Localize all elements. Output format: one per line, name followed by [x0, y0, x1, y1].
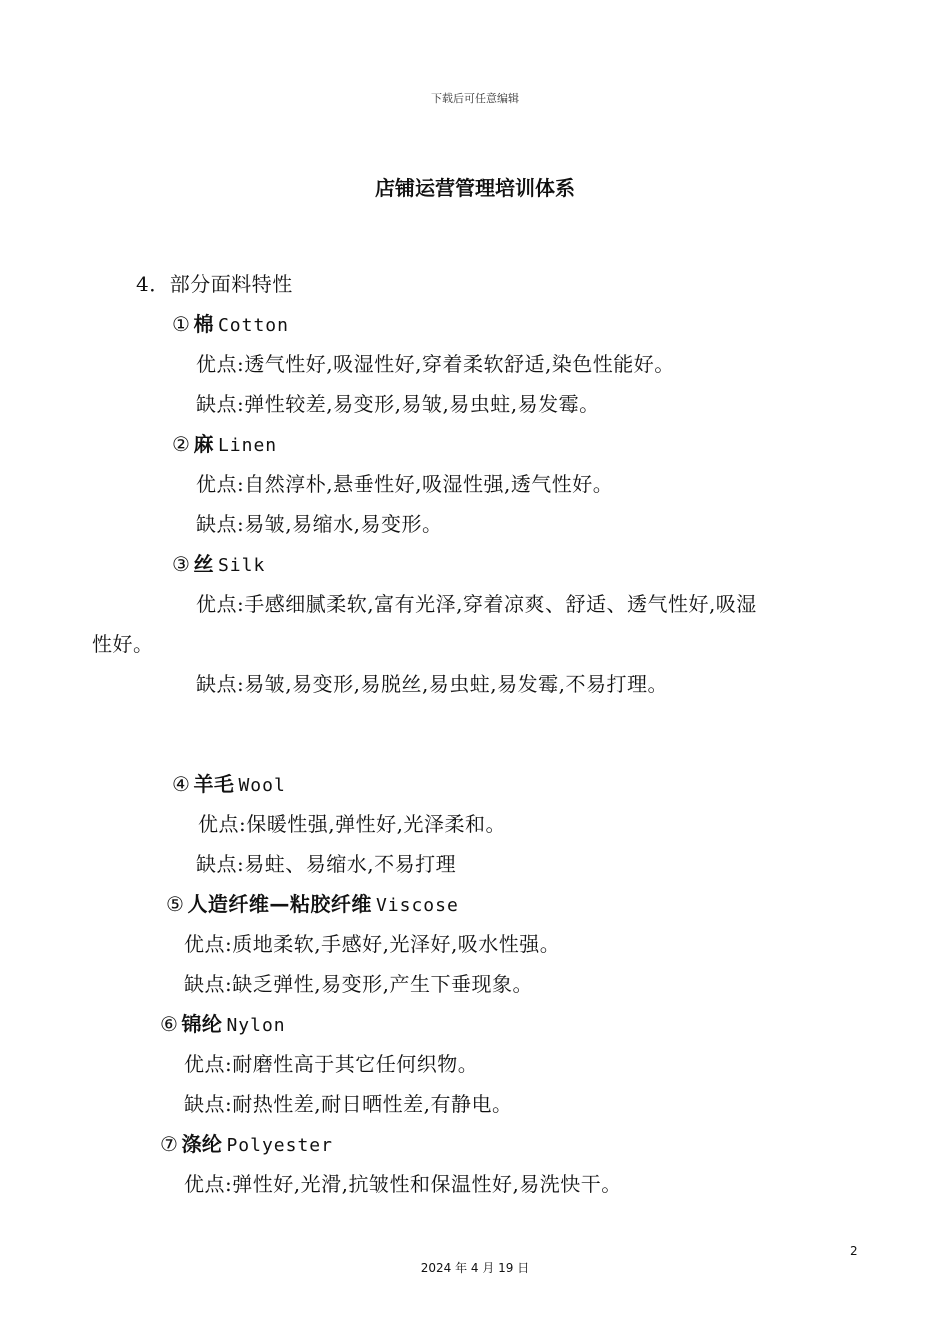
fabric-english-name: Nylon: [226, 1015, 286, 1036]
nylon-pros: 优点:耐磨性高于其它任何织物。: [184, 1052, 479, 1076]
fabric-number: ⑥: [160, 1012, 179, 1036]
fabric-number: ②: [172, 432, 191, 456]
nylon-cons: 缺点:耐热性差,耐日晒性差,有静电。: [184, 1092, 513, 1116]
cotton-cons: 缺点:弹性较差,易变形,易皱,易虫蛀,易发霉。: [196, 392, 600, 416]
fabric-heading-linen: [172, 430, 277, 458]
fabric-heading-cotton: [172, 310, 289, 338]
fabric-english-name: Cotton: [217, 315, 289, 336]
fabric-english-name: Silk: [217, 555, 266, 576]
silk-cons: 缺点:易皱,易变形,易脱丝,易虫蛀,易发霉,不易打理。: [196, 672, 669, 696]
fabric-heading-polyester: [160, 1130, 333, 1158]
silk-pros-line2: 性好。: [92, 632, 154, 656]
document-title: 店铺运营管理培训体系: [375, 176, 575, 200]
fabric-heading-silk: [172, 550, 265, 578]
fabric-name: 锦纶: [181, 1012, 223, 1036]
fabric-english-name: Viscose: [375, 895, 459, 916]
fabric-name: 棉: [193, 312, 214, 336]
fabric-english-name: Wool: [238, 775, 286, 796]
fabric-number: ①: [172, 312, 191, 336]
fabric-english-name: Polyester: [226, 1135, 333, 1156]
header-note: 下载后可任意编辑: [431, 92, 519, 105]
linen-cons: 缺点:易皱,易缩水,易变形。: [196, 512, 443, 536]
fabric-name: 羊毛: [193, 772, 235, 796]
polyester-pros: 优点:弹性好,光滑,抗皱性和保温性好,易洗快干。: [184, 1172, 622, 1196]
linen-pros: 优点:自然淳朴,悬垂性好,吸湿性强,透气性好。: [196, 472, 614, 496]
fabric-number: ⑤: [166, 892, 185, 916]
page-number: 2: [850, 1244, 858, 1258]
fabric-english-name: Linen: [217, 435, 278, 456]
fabric-heading-nylon: [160, 1010, 286, 1038]
wool-pros: 优点:保暖性强,弹性好,光泽柔和。: [198, 812, 506, 836]
fabric-number: ⑦: [160, 1132, 179, 1156]
wool-cons: 缺点:易蛀、易缩水,不易打理: [196, 852, 457, 876]
section-heading: 4．部分面料特性: [136, 272, 293, 296]
footer-date: 2024 年 4 月 19 日: [420, 1261, 530, 1275]
cotton-pros: 优点:透气性好,吸湿性好,穿着柔软舒适,染色性能好。: [196, 352, 675, 376]
fabric-name: 丝: [193, 552, 214, 576]
fabric-number: ③: [172, 552, 191, 576]
fabric-name: 人造纤维—粘胶纤维: [187, 892, 372, 916]
fabric-heading-viscose: [166, 890, 459, 918]
silk-pros-line1: 优点:手感细腻柔软,富有光泽,穿着凉爽、舒适、透气性好,吸湿: [196, 592, 757, 616]
fabric-number: ④: [172, 772, 191, 796]
viscose-cons: 缺点:缺乏弹性,易变形,产生下垂现象。: [184, 972, 533, 996]
fabric-name: 涤纶: [181, 1132, 223, 1156]
fabric-heading-wool: [172, 770, 286, 798]
viscose-pros: 优点:质地柔软,手感好,光泽好,吸水性强。: [184, 932, 561, 956]
fabric-name: 麻: [193, 432, 214, 456]
